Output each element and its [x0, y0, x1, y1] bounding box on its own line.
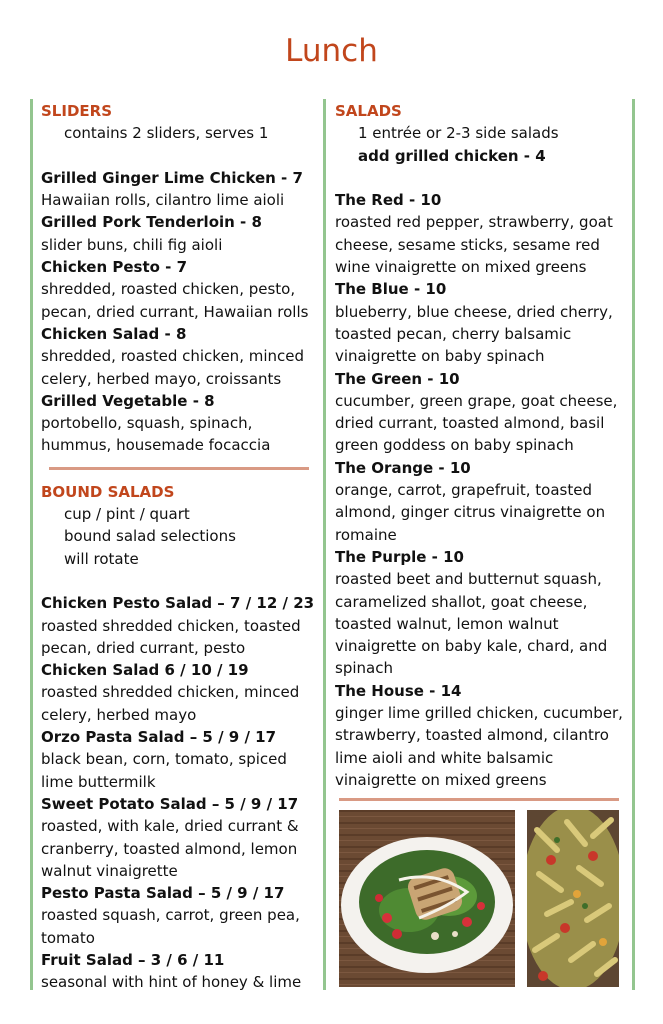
menu-item	[335, 457, 627, 546]
menu-item-title: Grilled Ginger Lime Chicken - 7	[41, 168, 303, 187]
center-column-rule	[323, 99, 326, 990]
menu-item-desc: portobello, squash, spinach, hummus, housemade focaccia	[41, 414, 271, 455]
page-title: Lunch	[285, 33, 378, 69]
menu-item	[41, 167, 319, 212]
menu-item	[41, 726, 319, 793]
left-column-rule	[30, 99, 33, 990]
section-heading-sliders: SLIDERS	[41, 102, 112, 120]
menu-item-desc: roasted, with kale, dried currant & cranberry, toasted almond, lemon walnut vinaigrette	[41, 817, 299, 880]
section-divider	[49, 467, 309, 470]
menu-item-desc: Hawaiian rolls, cilantro lime aioli	[41, 191, 285, 210]
right-column-rule	[632, 99, 635, 990]
photo-divider	[339, 798, 619, 801]
menu-item	[41, 211, 319, 256]
menu-item-desc: black bean, corn, tomato, spiced lime buttermilk	[41, 750, 287, 791]
section-heading-bound-salads: BOUND SALADS	[41, 482, 175, 501]
menu-item-title: Fruit Salad – 3 / 6 / 11	[41, 950, 225, 969]
menu-item	[335, 680, 627, 791]
menu-item	[41, 659, 319, 726]
menu-item-title: Grilled Pork Tenderloin - 8	[41, 213, 262, 232]
menu-item-desc: shredded, roasted chicken, minced celery, herbed mayo, croissants	[41, 347, 305, 388]
right-column	[335, 100, 627, 791]
menu-item-title: Orzo Pasta Salad – 5 / 9 / 17	[41, 728, 277, 747]
menu-item-title: Chicken Salad 6 / 10 / 19	[41, 661, 249, 680]
sliders-section	[41, 100, 319, 457]
menu-item	[41, 793, 319, 882]
menu-item	[41, 882, 319, 949]
menu-item-title: The Orange - 10	[335, 458, 471, 477]
menu-item-desc: cucumber, green grape, goat cheese, dried currant, toasted almond, basil green goddess on baby spinach	[335, 391, 618, 455]
menu-item-desc: ginger lime grilled chicken, cucumber, strawberry, toasted almond, cilantro lime aioli and white balsamic vinaigrette on mixed greens	[335, 704, 623, 789]
menu-item	[335, 278, 627, 367]
menu-item-desc: roasted beet and butternut squash, caramelized shallot, goat cheese, toasted walnut, lemon walnut vinaigrette on baby kale, chard, and spinach	[335, 570, 608, 678]
section-note: bound salad selections will rotate	[64, 527, 236, 568]
menu-item-title: Pesto Pasta Salad – 5 / 9 / 17	[41, 884, 285, 903]
menu-item-desc: roasted shredded chicken, minced celery, herbed mayo	[41, 683, 300, 724]
menu-item-title: The Red - 10	[335, 191, 442, 210]
menu-item-title: Grilled Vegetable - 8	[41, 391, 215, 410]
menu-item-title: Chicken Salad - 8	[41, 324, 187, 343]
menu-item-desc: seasonal with hint of honey & lime	[41, 973, 302, 992]
menu-item	[335, 546, 627, 680]
menu-item-desc: roasted squash, carrot, green pea, tomato	[41, 906, 300, 947]
menu-item-title: The Blue - 10	[335, 280, 447, 299]
section-note: 1 entrée or 2-3 side salads	[358, 124, 559, 143]
menu-item-title: Sweet Potato Salad – 5 / 9 / 17	[41, 794, 299, 813]
menu-item-desc: roasted shredded chicken, toasted pecan, dried currant, pesto	[41, 616, 301, 657]
menu-item	[41, 256, 319, 323]
menu-item	[41, 949, 319, 994]
menu-item-desc: shredded, roasted chicken, pesto, pecan, dried currant, Hawaiian rolls	[41, 280, 309, 321]
menu-item	[41, 323, 319, 390]
section-note: contains 2 sliders, serves 1	[64, 124, 269, 143]
menu-item-title: The House - 14	[335, 681, 462, 700]
section-note: cup / pint / quart	[64, 505, 190, 524]
menu-item	[335, 368, 627, 457]
menu-item-desc: blueberry, blue cheese, dried cherry, toasted pecan, cherry balsamic vinaigrette on baby spinach	[335, 302, 613, 366]
bound-salads-section	[41, 481, 319, 994]
menu-item-desc: orange, carrot, grapefruit, toasted almond, ginger citrus vinaigrette on romaine	[335, 481, 606, 544]
menu-item-title: The Green - 10	[335, 369, 460, 388]
section-note-add-chicken: add grilled chicken - 4	[358, 146, 546, 165]
menu-item-title: Chicken Pesto Salad – 7 / 12 / 23	[41, 594, 315, 613]
pasta-salad-photo	[527, 810, 619, 987]
salad-plate-photo	[339, 810, 515, 987]
menu-item-title: Chicken Pesto - 7	[41, 258, 188, 277]
salads-section	[335, 100, 627, 791]
menu-item-desc: roasted red pepper, strawberry, goat cheese, sesame sticks, sesame red wine vinaigrette on mixed greens	[335, 213, 613, 277]
menu-item	[335, 189, 627, 278]
menu-item-title: The Purple - 10	[335, 547, 464, 566]
menu-item	[41, 592, 319, 659]
left-column	[41, 100, 319, 994]
section-heading-salads: SALADS	[335, 102, 402, 120]
menu-item	[41, 390, 319, 457]
photo-strip	[339, 810, 619, 987]
menu-item-desc: slider buns, chili fig aioli	[41, 235, 223, 254]
